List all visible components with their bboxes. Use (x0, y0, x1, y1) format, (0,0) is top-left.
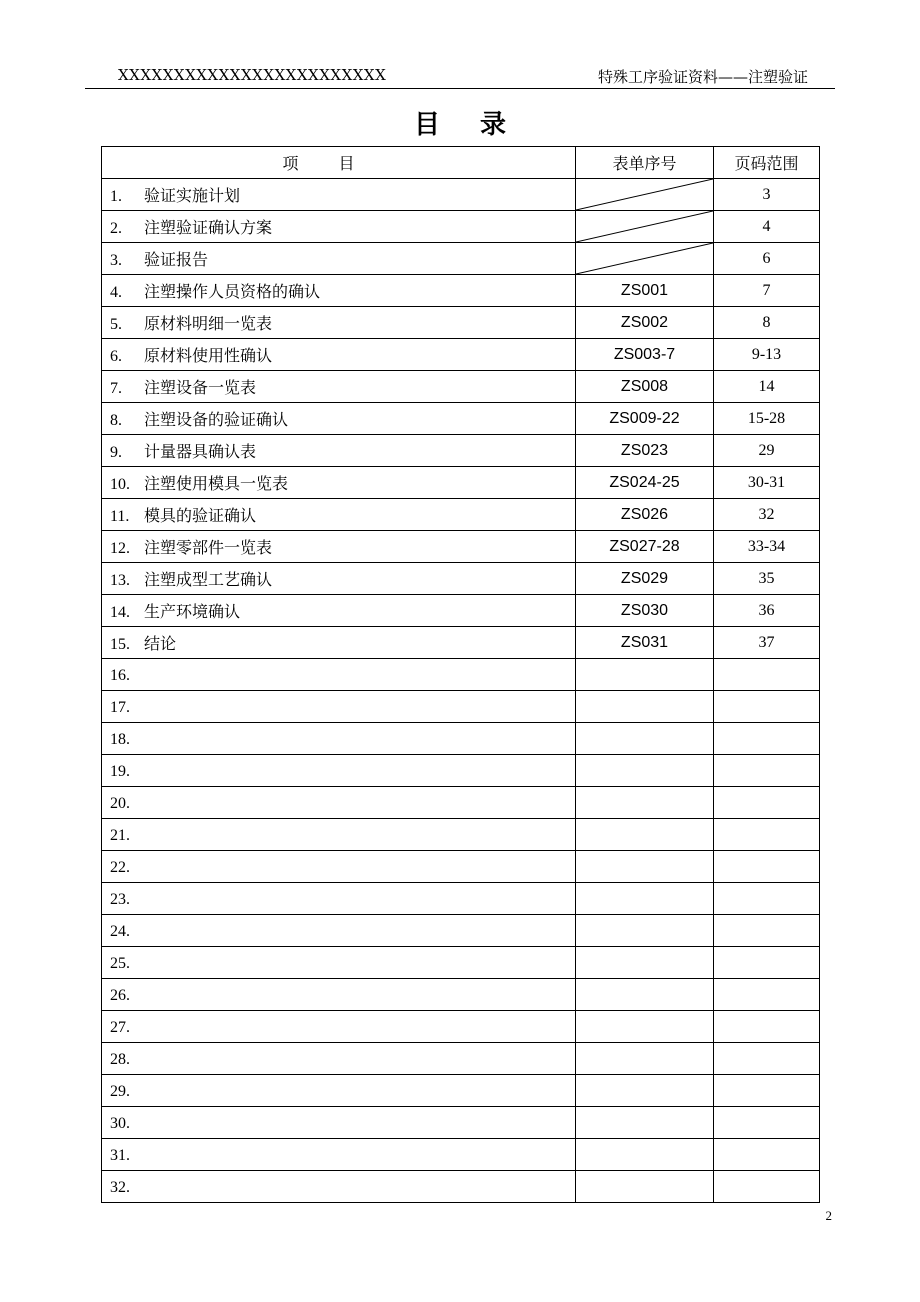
page-range-cell: 35 (714, 563, 820, 595)
item-cell (102, 403, 576, 435)
page-range-cell: 15-28 (714, 403, 820, 435)
form-number-cell: ZS003-7 (576, 339, 714, 371)
page-range-cell: 6 (714, 243, 820, 275)
page-range-cell (714, 1043, 820, 1075)
item-number: 16. (110, 666, 130, 684)
form-number-cell (576, 1171, 714, 1203)
form-number-cell: ZS009-22 (576, 403, 714, 435)
form-number-cell (576, 947, 714, 979)
table-row (102, 1107, 820, 1139)
form-number-cell: ZS023 (576, 435, 714, 467)
item-title: 注塑成型工艺确认 (144, 570, 273, 589)
form-number-cell (576, 211, 714, 243)
item-number: 4. (110, 284, 122, 301)
item-number: 20. (110, 794, 130, 812)
item-title: 注塑验证确认方案 (144, 218, 273, 237)
page-range-cell (714, 1139, 820, 1171)
item-cell (102, 435, 576, 467)
table-row (102, 1139, 820, 1171)
form-number-cell: ZS001 (576, 275, 714, 307)
form-number-cell (576, 659, 714, 691)
item-title: 结论 (144, 634, 177, 653)
page-range-cell (714, 787, 820, 819)
form-number-cell (576, 979, 714, 1011)
item-number: 7. (110, 380, 122, 397)
item-title: 验证报告 (144, 250, 209, 269)
item-number: 6. (110, 348, 122, 365)
item-number: 31. (110, 1146, 130, 1164)
item-number: 8. (110, 412, 122, 429)
table-row (102, 1011, 820, 1043)
item-number: 15. (110, 636, 130, 653)
table-row (102, 819, 820, 851)
page-range-cell (714, 691, 820, 723)
table-row (102, 915, 820, 947)
form-number-cell (576, 819, 714, 851)
item-number: 25. (110, 954, 130, 972)
item-cell (102, 787, 576, 819)
item-cell (102, 979, 576, 1011)
item-number: 22. (110, 858, 130, 876)
table-row (102, 1171, 820, 1203)
item-number: 3. (110, 252, 122, 269)
column-header-form-number: 表单序号 (576, 147, 714, 179)
item-cell (102, 179, 576, 211)
page-range-cell (714, 819, 820, 851)
page-number: 2 (825, 1208, 832, 1223)
item-title: 注塑使用模具一览表 (144, 474, 289, 493)
table-row (102, 755, 820, 787)
page-range-cell (714, 1171, 820, 1203)
form-number-cell (576, 851, 714, 883)
form-number-cell (576, 243, 714, 275)
table-row (102, 467, 820, 499)
item-title: 模具的验证确认 (144, 506, 257, 525)
table-row (102, 851, 820, 883)
item-cell (102, 819, 576, 851)
item-cell (102, 339, 576, 371)
item-cell (102, 883, 576, 915)
page-range-cell (714, 851, 820, 883)
table-row (102, 403, 820, 435)
header-right-text: 特殊工序验证资料——注塑验证 (597, 68, 808, 86)
page-range-cell (714, 1011, 820, 1043)
item-title: 生产环境确认 (144, 602, 241, 621)
item-cell (102, 755, 576, 787)
form-number-cell: ZS024-25 (576, 467, 714, 499)
form-number-cell (576, 691, 714, 723)
item-cell (102, 275, 576, 307)
page-range-cell: 14 (714, 371, 820, 403)
table-row (102, 659, 820, 691)
item-cell (102, 531, 576, 563)
page-range-cell (714, 659, 820, 691)
table-row (102, 787, 820, 819)
page-range-cell (714, 979, 820, 1011)
item-title: 注塑零部件一览表 (144, 538, 273, 557)
form-number-cell (576, 1107, 714, 1139)
item-cell (102, 371, 576, 403)
item-cell (102, 1139, 576, 1171)
item-cell (102, 243, 576, 275)
table-row (102, 211, 820, 243)
page-range-cell: 9-13 (714, 339, 820, 371)
item-number: 13. (110, 572, 130, 589)
item-cell (102, 1107, 576, 1139)
page-range-cell: 7 (714, 275, 820, 307)
item-number: 19. (110, 762, 130, 780)
item-cell (102, 691, 576, 723)
item-number: 5. (110, 316, 122, 333)
item-cell (102, 1075, 576, 1107)
page-range-cell (714, 723, 820, 755)
table-row (102, 979, 820, 1011)
item-title: 原材料明细一览表 (144, 314, 273, 333)
item-cell (102, 1171, 576, 1203)
item-title: 原材料使用性确认 (144, 346, 273, 365)
table-row (102, 627, 820, 659)
contents-table (101, 146, 820, 1203)
item-number: 14. (110, 604, 130, 621)
diagonal-slash (576, 243, 713, 274)
document-title: 目录 (413, 110, 546, 140)
item-cell (102, 1011, 576, 1043)
form-number-cell: ZS029 (576, 563, 714, 595)
form-number-cell (576, 179, 714, 211)
item-title: 注塑设备的验证确认 (144, 410, 289, 429)
form-number-cell (576, 1043, 714, 1075)
table-row (102, 243, 820, 275)
page-range-cell: 29 (714, 435, 820, 467)
form-number-cell: ZS030 (576, 595, 714, 627)
page-range-cell (714, 915, 820, 947)
item-number: 32. (110, 1178, 130, 1196)
item-number: 2. (110, 220, 122, 237)
form-number-cell: ZS026 (576, 499, 714, 531)
form-number-cell: ZS031 (576, 627, 714, 659)
item-title: 计量器具确认表 (144, 442, 257, 461)
table-row (102, 435, 820, 467)
diagonal-slash (576, 179, 713, 210)
table-row (102, 307, 820, 339)
item-cell (102, 595, 576, 627)
form-number-cell (576, 787, 714, 819)
item-cell (102, 467, 576, 499)
table-row (102, 371, 820, 403)
table-row (102, 339, 820, 371)
item-title: 验证实施计划 (144, 186, 241, 205)
item-number: 1. (110, 188, 122, 205)
item-number: 17. (110, 698, 130, 716)
page-range-cell: 8 (714, 307, 820, 339)
table-row (102, 595, 820, 627)
page-range-cell: 36 (714, 595, 820, 627)
form-number-cell: ZS002 (576, 307, 714, 339)
page-range-cell: 30-31 (714, 467, 820, 499)
item-number: 10. (110, 476, 130, 493)
item-number: 9. (110, 444, 122, 461)
table-row (102, 499, 820, 531)
item-cell (102, 1043, 576, 1075)
table-row (102, 883, 820, 915)
table-row (102, 275, 820, 307)
item-cell (102, 723, 576, 755)
page-range-cell (714, 883, 820, 915)
diagonal-slash (576, 211, 713, 242)
item-number: 26. (110, 986, 130, 1004)
item-cell (102, 499, 576, 531)
table-header-row (102, 147, 820, 179)
item-number: 23. (110, 890, 130, 908)
item-number: 30. (110, 1114, 130, 1132)
table-row (102, 947, 820, 979)
page-range-cell (714, 1075, 820, 1107)
table-row (102, 691, 820, 723)
page-range-cell (714, 947, 820, 979)
form-number-cell (576, 755, 714, 787)
item-number: 28. (110, 1050, 130, 1068)
item-number: 24. (110, 922, 130, 940)
item-cell (102, 563, 576, 595)
form-number-cell: ZS027-28 (576, 531, 714, 563)
item-number: 18. (110, 730, 130, 748)
item-number: 12. (110, 540, 130, 557)
page-range-cell: 33-34 (714, 531, 820, 563)
page-range-cell: 37 (714, 627, 820, 659)
form-number-cell (576, 723, 714, 755)
item-cell (102, 211, 576, 243)
page-range-cell (714, 755, 820, 787)
header-rule (85, 88, 835, 89)
table-row (102, 1075, 820, 1107)
item-title: 注塑操作人员资格的确认 (144, 282, 321, 301)
item-number: 11. (110, 508, 130, 525)
header-left-text: XXXXXXXXXXXXXXXXXXXXXXXX (118, 66, 387, 84)
form-number-cell (576, 883, 714, 915)
item-number: 29. (110, 1082, 130, 1100)
table-body (102, 179, 820, 1203)
form-number-cell (576, 915, 714, 947)
column-header-item: 项目 (102, 147, 576, 179)
item-cell (102, 627, 576, 659)
form-number-cell (576, 1075, 714, 1107)
item-number: 27. (110, 1018, 130, 1036)
form-number-cell (576, 1139, 714, 1171)
item-title: 注塑设备一览表 (144, 378, 257, 397)
item-cell (102, 915, 576, 947)
table-row (102, 1043, 820, 1075)
table-row (102, 723, 820, 755)
table-row (102, 563, 820, 595)
form-number-cell (576, 1011, 714, 1043)
form-number-cell: ZS008 (576, 371, 714, 403)
item-cell (102, 947, 576, 979)
item-cell (102, 659, 576, 691)
item-cell (102, 851, 576, 883)
page-range-cell: 4 (714, 211, 820, 243)
table-row (102, 531, 820, 563)
page-range-cell (714, 1107, 820, 1139)
item-number: 21. (110, 826, 130, 844)
column-header-page-range: 页码范围 (714, 147, 820, 179)
item-cell (102, 307, 576, 339)
page-range-cell: 32 (714, 499, 820, 531)
table-row (102, 179, 820, 211)
page-range-cell: 3 (714, 179, 820, 211)
